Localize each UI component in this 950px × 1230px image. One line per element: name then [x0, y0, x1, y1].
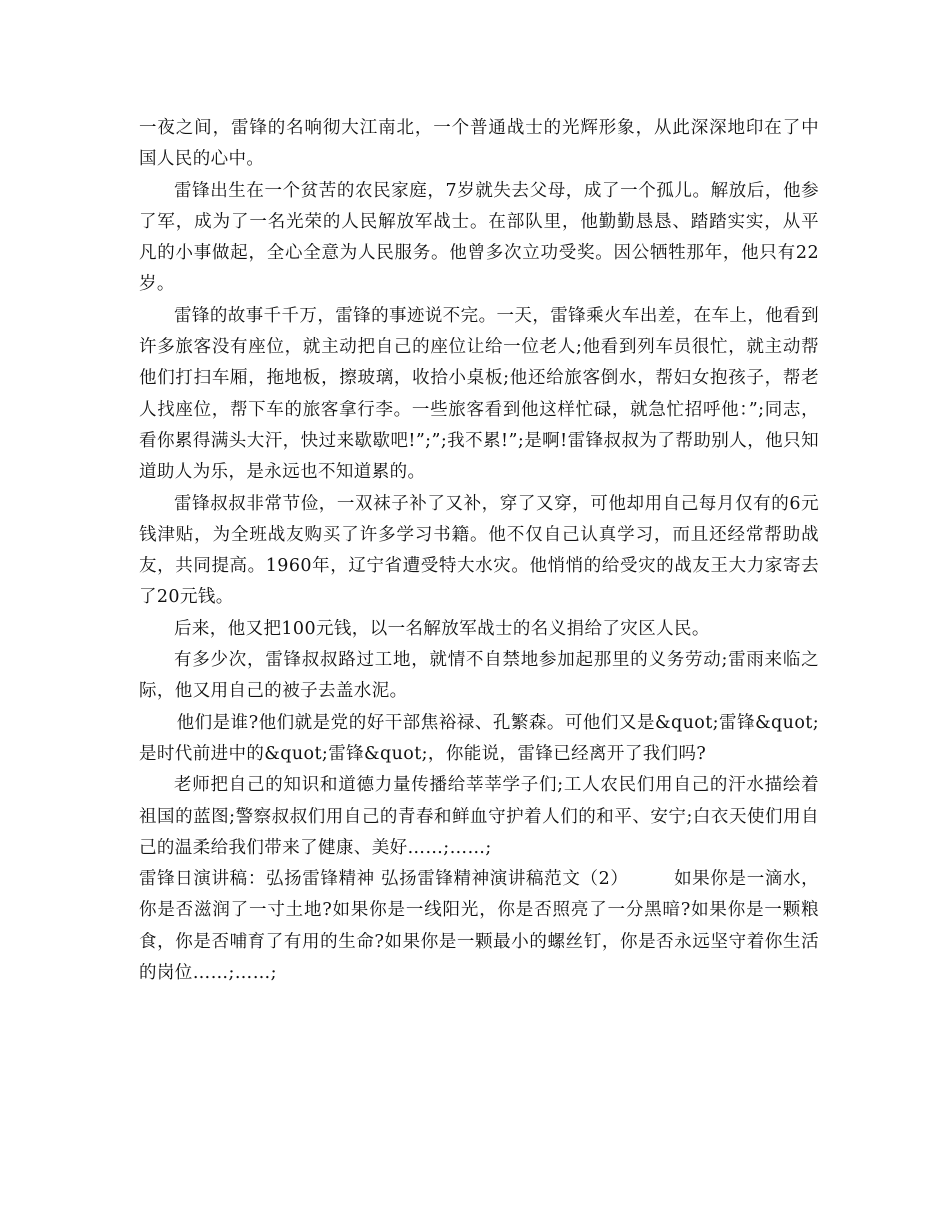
- paragraph-3: 雷锋的故事千千万，雷锋的事迹说不完。一天，雷锋乘火车出差，在车上，他看到许多旅客没有座位，就主动把自己的座位让给一位老人;他看到列车员很忙，就主动帮他们打扫车厢，拖地板，擦玻璃，收拾小桌板;他还给旅客倒水，帮妇女抱孩子，帮老人找座位，帮下车的旅客拿行李。一些旅客看到他这样忙碌，就急忙招呼他：”;同志，看你累得满头大汗，快过来歇歇吧!”;”;我不累!”;是啊!雷锋叔叔为了帮助别人，他只知道助人为乐，是永远也不知道累的。: [139, 305, 819, 483]
- paragraph-6: 有多少次，雷锋叔叔路过工地，就情不自禁地参加起那里的义务劳动;雷雨来临之际，他又用自己的被子去盖水泥。: [139, 650, 819, 702]
- paragraph-8: 老师把自己的知识和道德力量传播给莘莘学子们;工人农民们用自己的汗水描绘着祖国的蓝图;警察叔叔们用自己的青春和鲜血守护着人们的和平、安宁;白衣天使们用自己的温柔给我们带来了健康、美好……;……;: [139, 775, 819, 858]
- paragraph-2: 雷锋出生在一个贫苦的农民家庭，7岁就失去父母，成了一个孤儿。解放后，他参了军，成为了一名光荣的人民解放军战士。在部队里，他勤勤恳恳、踏踏实实，从平凡的小事做起，全心全意为人民服务。他曾多次立功受奖。因公牺牲那年，他只有22岁。: [139, 180, 819, 295]
- paragraph-9: 雷锋日演讲稿：弘扬雷锋精神 弘扬雷锋精神演讲稿范文（2） 如果你是一滴水，你是否滋润了一寸土地?如果你是一线阳光，你是否照亮了一分黑暗?如果你是一颗粮食，你是否哺育了有用的生命?如果你是一颗最小的螺丝钉，你是否永远坚守着你生活的岗位……;……;: [139, 869, 819, 984]
- paragraph-1: 一夜之间，雷锋的名响彻大江南北，一个普通战士的光辉形象，从此深深地印在了中国人民的心中。: [139, 118, 819, 170]
- paragraph-4: 雷锋叔叔非常节俭，一双袜子补了又补，穿了又穿，可他却用自己每月仅有的6元钱津贴，为全班战友购买了许多学习书籍。他不仅自己认真学习，而且还经常帮助战友，共同提高。1960年，辽宁省遭受特大水灾。他悄悄的给受灾的战友王大力家寄去了20元钱。: [139, 493, 819, 608]
- document-body: [139, 113, 819, 989]
- paragraph-7: 他们是谁?他们就是党的好干部焦裕禄、孔繁森。可他们又是&quot;雷锋&quot;是时代前进中的&quot;雷锋&quot;，你能说，雷锋已经离开了我们吗?: [139, 712, 819, 764]
- paragraph-5: 后来，他又把100元钱，以一名解放军战士的名义捐给了灾区人民。: [174, 618, 710, 639]
